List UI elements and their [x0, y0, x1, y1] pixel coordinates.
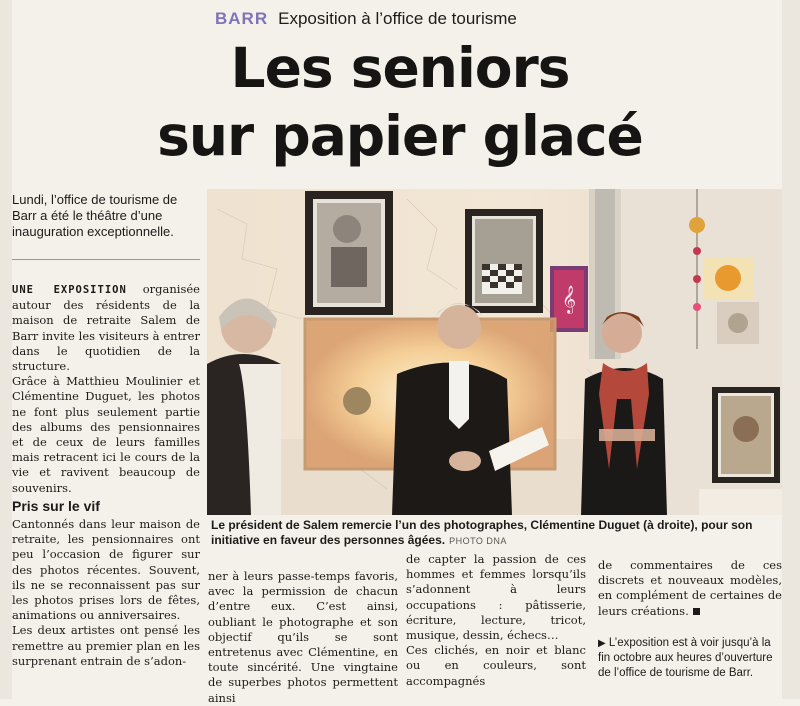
body-paragraph-3: Cantonnés dans leur maison de retraite, les pensionnaires ont peu l’occasion de figurer sur des photos récentes. Souvent, ils ne se reconnaissent pas sur les photos prises lors de fêtes, animations ou anniversaires.: [12, 517, 200, 623]
kicker: [215, 9, 517, 29]
body-paragraph-4-start: Les deux artistes ont pensé les remettre au premier plan en les surprenant entrain de s’adon-: [12, 623, 200, 668]
body-column-3: [406, 552, 586, 689]
lead-paragraph: Lundi, l’office de tourisme de Barr a été le théâtre d’une inauguration exceptionnelle.: [12, 192, 178, 239]
kicker-location: BARR: [215, 9, 269, 28]
end-mark-icon: [693, 608, 700, 615]
body-paragraph-1: [12, 282, 200, 374]
body-paragraph-6: Ces clichés, en noir et blanc ou en couleurs, sont accompagnés: [406, 643, 586, 688]
paragraph-1-text: organisée autour des résidents de la maison de retraite Salem de Barr invite les visiteurs à entrer dans le quotidien de la structure.: [12, 282, 200, 374]
body-paragraph-7: [598, 558, 782, 619]
adjacent-page-edge-right: [782, 0, 800, 699]
lead-divider: [12, 259, 200, 260]
photo-illustration: [207, 189, 782, 515]
body-paragraph-5: de capter la passion de ces hommes et femmes lorsqu’ils s’adonnent à leurs occupations : pâtisserie, écriture, lecture, tricot, musique, dessin, échecs…: [406, 552, 586, 643]
headline-line-1: Les seniors: [230, 36, 570, 100]
body-column-2: [208, 569, 398, 706]
arrow-icon: ▶: [598, 638, 606, 649]
body-paragraph-2: Grâce à Matthieu Moulinier et Clémentine Duguet, les photos ne font plus seulement partie des albums des pensionnaires et de ceux de leurs familles mais retracent ici le cours de la vie et ravivent beaucoup de souvenirs.: [12, 374, 200, 495]
body-column-4: [598, 558, 782, 619]
paragraph-7-text: de commentaires de ces discrets et nouveaux modèles, en complément de certaines de leurs créations.: [598, 558, 782, 618]
adjacent-page-edge-left: [0, 0, 12, 699]
photo-credit: PHOTO DNA: [449, 536, 507, 546]
headline-line-2: sur papier glacé: [157, 104, 643, 168]
svg-text:𝄞: 𝄞: [561, 285, 577, 313]
body-paragraph-4-continued: ner à leurs passe-temps favoris, avec la permission de chacun d’entre eux. C’est ainsi, oubliant le photographe et son objectif qu’ils se sont entretenus avec Clémentine, en toute sincérité. Une vingtaine de superbes photos permettent ainsi: [208, 569, 398, 705]
info-note-text: L’exposition est à voir jusqu’à la fin octobre aux heures d’ouverture de l’office de tourisme de Barr.: [598, 637, 773, 679]
subheading: Pris sur le vif: [12, 498, 100, 514]
photo-caption: [211, 518, 783, 549]
article-photo: [207, 189, 782, 515]
info-note: [598, 636, 784, 681]
body-column-1-lower: [12, 517, 200, 669]
caption-text: Le président de Salem remercie l’un des photographes, Clémentine Duguet (à droite), pour son initiative en faveur des personnes âgées.: [211, 518, 753, 547]
body-column-1: [12, 282, 200, 496]
run-in-caps: UNE EXPOSITION: [12, 284, 127, 296]
kicker-topic: Exposition à l’office de tourisme: [278, 9, 517, 28]
